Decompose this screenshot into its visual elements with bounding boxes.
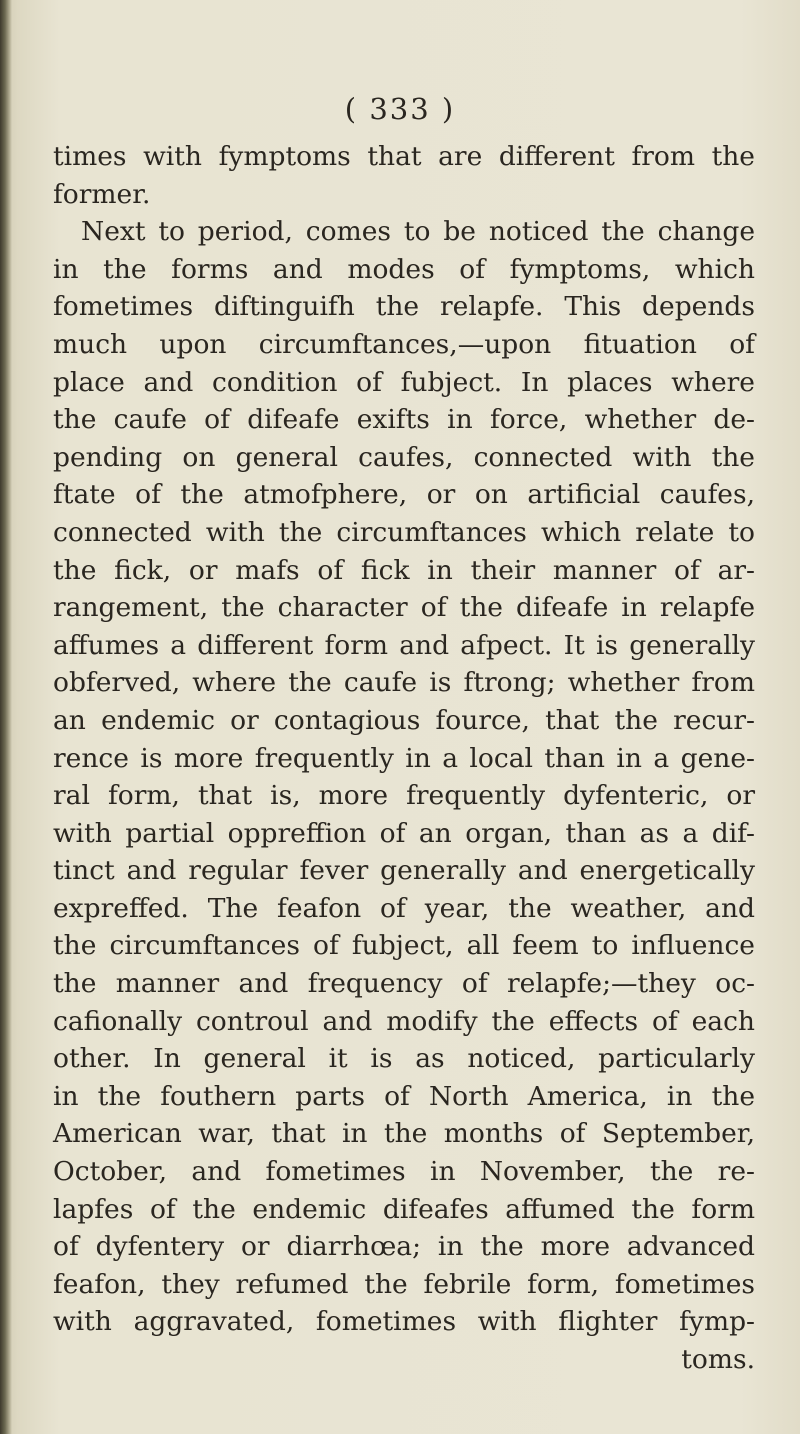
text-line: of dyfentery or diarrhœa; in the more advanced (53, 1231, 755, 1263)
text-line: lapfes of the endemic difeafes affumed the form (53, 1193, 755, 1225)
text-line: obferved, where the caufe is ftrong; whether from (53, 667, 755, 699)
text-line: place and condition of fubject. In places where (53, 366, 755, 398)
text-line: the caufe of difeafe exifts in force, whether de- (53, 404, 755, 436)
text-line: an endemic or contagious fource, that the recur- (53, 704, 755, 736)
text-line: ral form, that is, more frequently dyfenteric, or (53, 780, 755, 812)
text-line: affumes a different form and afpect. It is generally (53, 629, 755, 661)
text-line: toms. (681, 1344, 755, 1375)
text-line: pending on general caufes, connected with the (53, 441, 755, 473)
text-line: other. In general it is as noticed, particularly (53, 1043, 755, 1075)
text-line: cafionally controul and modify the effects of each (53, 1005, 755, 1037)
text-line: with partial oppreffion of an organ, than as a dif- (53, 817, 755, 849)
text-line: feafon, they refumed the febrile form, fometimes (53, 1268, 755, 1300)
text-line: much upon circumftances,—upon fituation of (53, 328, 755, 360)
text-line: expreffed. The feafon of year, the weather, and (53, 892, 755, 924)
text-line: rence is more frequently in a local than in a gene- (53, 742, 755, 774)
text-line: with aggravated, fometimes with flighter fymp- (53, 1306, 755, 1338)
text-line: the manner and frequency of relapfe;—they oc- (53, 968, 755, 1000)
text-line: connected with the circumftances which relate to (53, 516, 755, 548)
text-line: American war, that in the months of September, (53, 1118, 755, 1150)
page-number-header: ( 333 ) (344, 92, 456, 126)
text-line: times with fymptoms that are different from the (53, 141, 755, 172)
text-line: ftate of the atmofphere, or on artificial caufes, (53, 479, 755, 511)
text-line: rangement, the character of the difeafe in relapfe (53, 592, 755, 624)
text-line: October, and fometimes in November, the re- (53, 1156, 755, 1188)
text-line: in the forms and modes of fymptoms, which (53, 253, 755, 285)
text-line: former. (53, 178, 151, 210)
text-line: tinct and regular fever generally and energetically (53, 855, 755, 887)
page-binding-edge (0, 0, 12, 1434)
text-line: Next to period, comes to be noticed the change (81, 216, 755, 248)
text-line: in the fouthern parts of North America, in the (53, 1080, 755, 1112)
body-text (53, 138, 755, 1379)
text-line: fometimes diftinguifh the relapfe. This depends (53, 291, 755, 323)
text-line: the circumftances of fubject, all feem to influence (53, 930, 755, 962)
text-line: the fick, or mafs of fick in their manner of ar- (53, 554, 755, 586)
